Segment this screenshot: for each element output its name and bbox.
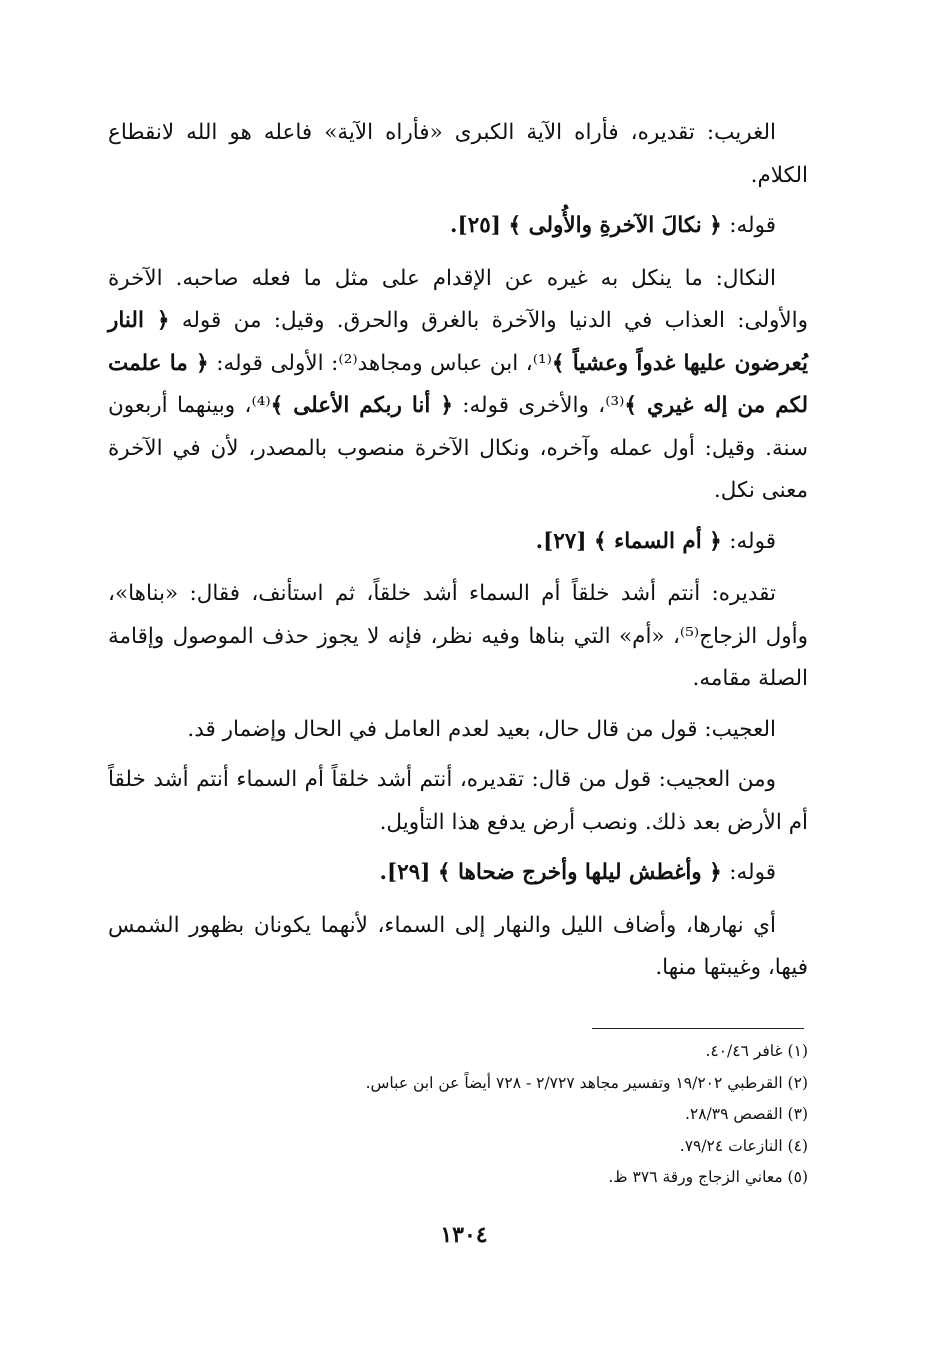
heading-label: قوله: (729, 528, 776, 554)
footnote-1: (١) غافر ٤٠/٤٦. (705, 1042, 808, 1060)
paragraph-text: ⁽¹⁾، ابن عباس ومجاهد⁽²⁾: الأولى قوله: (216, 350, 552, 376)
footnote-4: (٤) النازعات ٧٩/٢٤. (679, 1136, 808, 1155)
quoted-verse: ﴿ النار يُعرضون عليها غدواً وعشياً ﴾ (108, 308, 809, 376)
paragraph-nahariha: أي نهارها، وأضاف الليل والنهار إلى السماء، لأنهما يكونان بظهور الشمس فيها، وغيبتها منها. (108, 912, 808, 980)
footnote-2: (٢) القرطبي ١٩/٢٠٢ وتفسير مجاهد ٢/٧٢٧ - ٧٢٨ أيضاً عن ابن عباس. (365, 1073, 808, 1092)
paragraph-gharib: الغريب: تقديره، فأراه الآية الكبرى «فأراه الآية» فاعله هو الله لانقطاع الكلام. (108, 120, 808, 188)
paragraph-nakal (108, 258, 808, 513)
paragraph-text: ⁽³⁾، والأخرى قوله: (462, 393, 625, 418)
verse-text: ﴿ نكالَ الآخرةِ والأُولى ﴾ (508, 213, 722, 238)
footnote-divider (592, 1028, 804, 1029)
verse-heading-27 (108, 521, 808, 564)
footnote-3: (٣) القصص ٢٨/٣٩. (684, 1105, 808, 1123)
paragraph-text: النكال: ما ينكل به غيره عن الإقدام على مثل ما فعله صاحبه. الآخرة والأولى: العذاب في الدنيا والآخرة بالغرق والحرق. وقيل: من قوله (108, 265, 808, 333)
heading-label: قوله: (729, 860, 776, 885)
verse-reference: [٢٥]. (450, 213, 501, 238)
verse-reference: [٢٧]. (535, 528, 587, 554)
main-text (108, 112, 808, 998)
paragraph-ajib: العجيب: قول من قال حال، بعيد لعدم العامل في الحال وإضمار قد. (187, 716, 776, 742)
verse-text: ﴿ وأغطش ليلها وأخرج ضحاها ﴾ (437, 860, 722, 885)
quoted-verse: ﴿ ما علمت لكم من إله غيري ﴾ (108, 350, 809, 418)
verse-text: ﴿ أم السماء ﴾ (594, 528, 722, 554)
paragraph-min-al-ajib: ومن العجيب: قول من قال: تقديره، أنتم أشد خلقاً أم السماء أنتم أشد خلقاً أم الأرض بعد ذلك. ونصب أرض يدفع هذا التأويل. (108, 767, 808, 835)
footnote-5: (٥) معاني الزجاج ورقة ٣٧٦ ظ. (608, 1168, 808, 1186)
verse-heading-25 (108, 205, 808, 248)
verse-reference: [٢٩]. (379, 860, 431, 885)
footnotes (108, 1036, 808, 1194)
heading-label: قوله: (729, 213, 776, 238)
paragraph-taqdiruh: تقديره: أنتم أشد خلقاً أم السماء أشد خلقاً، ثم استأنف، فقال: «بناها»، وأول الزجاج⁽⁵⁾، «أم» التي بناها وفيه نظر، فإنه لا يجوز حذف الموصول وإقامة الصلة مقامه. (108, 581, 808, 691)
verse-heading-29 (108, 852, 808, 895)
paragraph-text: ⁽⁴⁾، وبينهما أربعون سنة. وقيل: أول عمله وآخره، ونكال الآخرة منصوب بالمصدر، لأن في الآخرة معنى نكل. (108, 393, 808, 503)
quoted-verse: ﴿ أنا ربكم الأعلى ﴾ (270, 393, 453, 418)
page-number: ١٣٠٤ (440, 1222, 488, 1248)
